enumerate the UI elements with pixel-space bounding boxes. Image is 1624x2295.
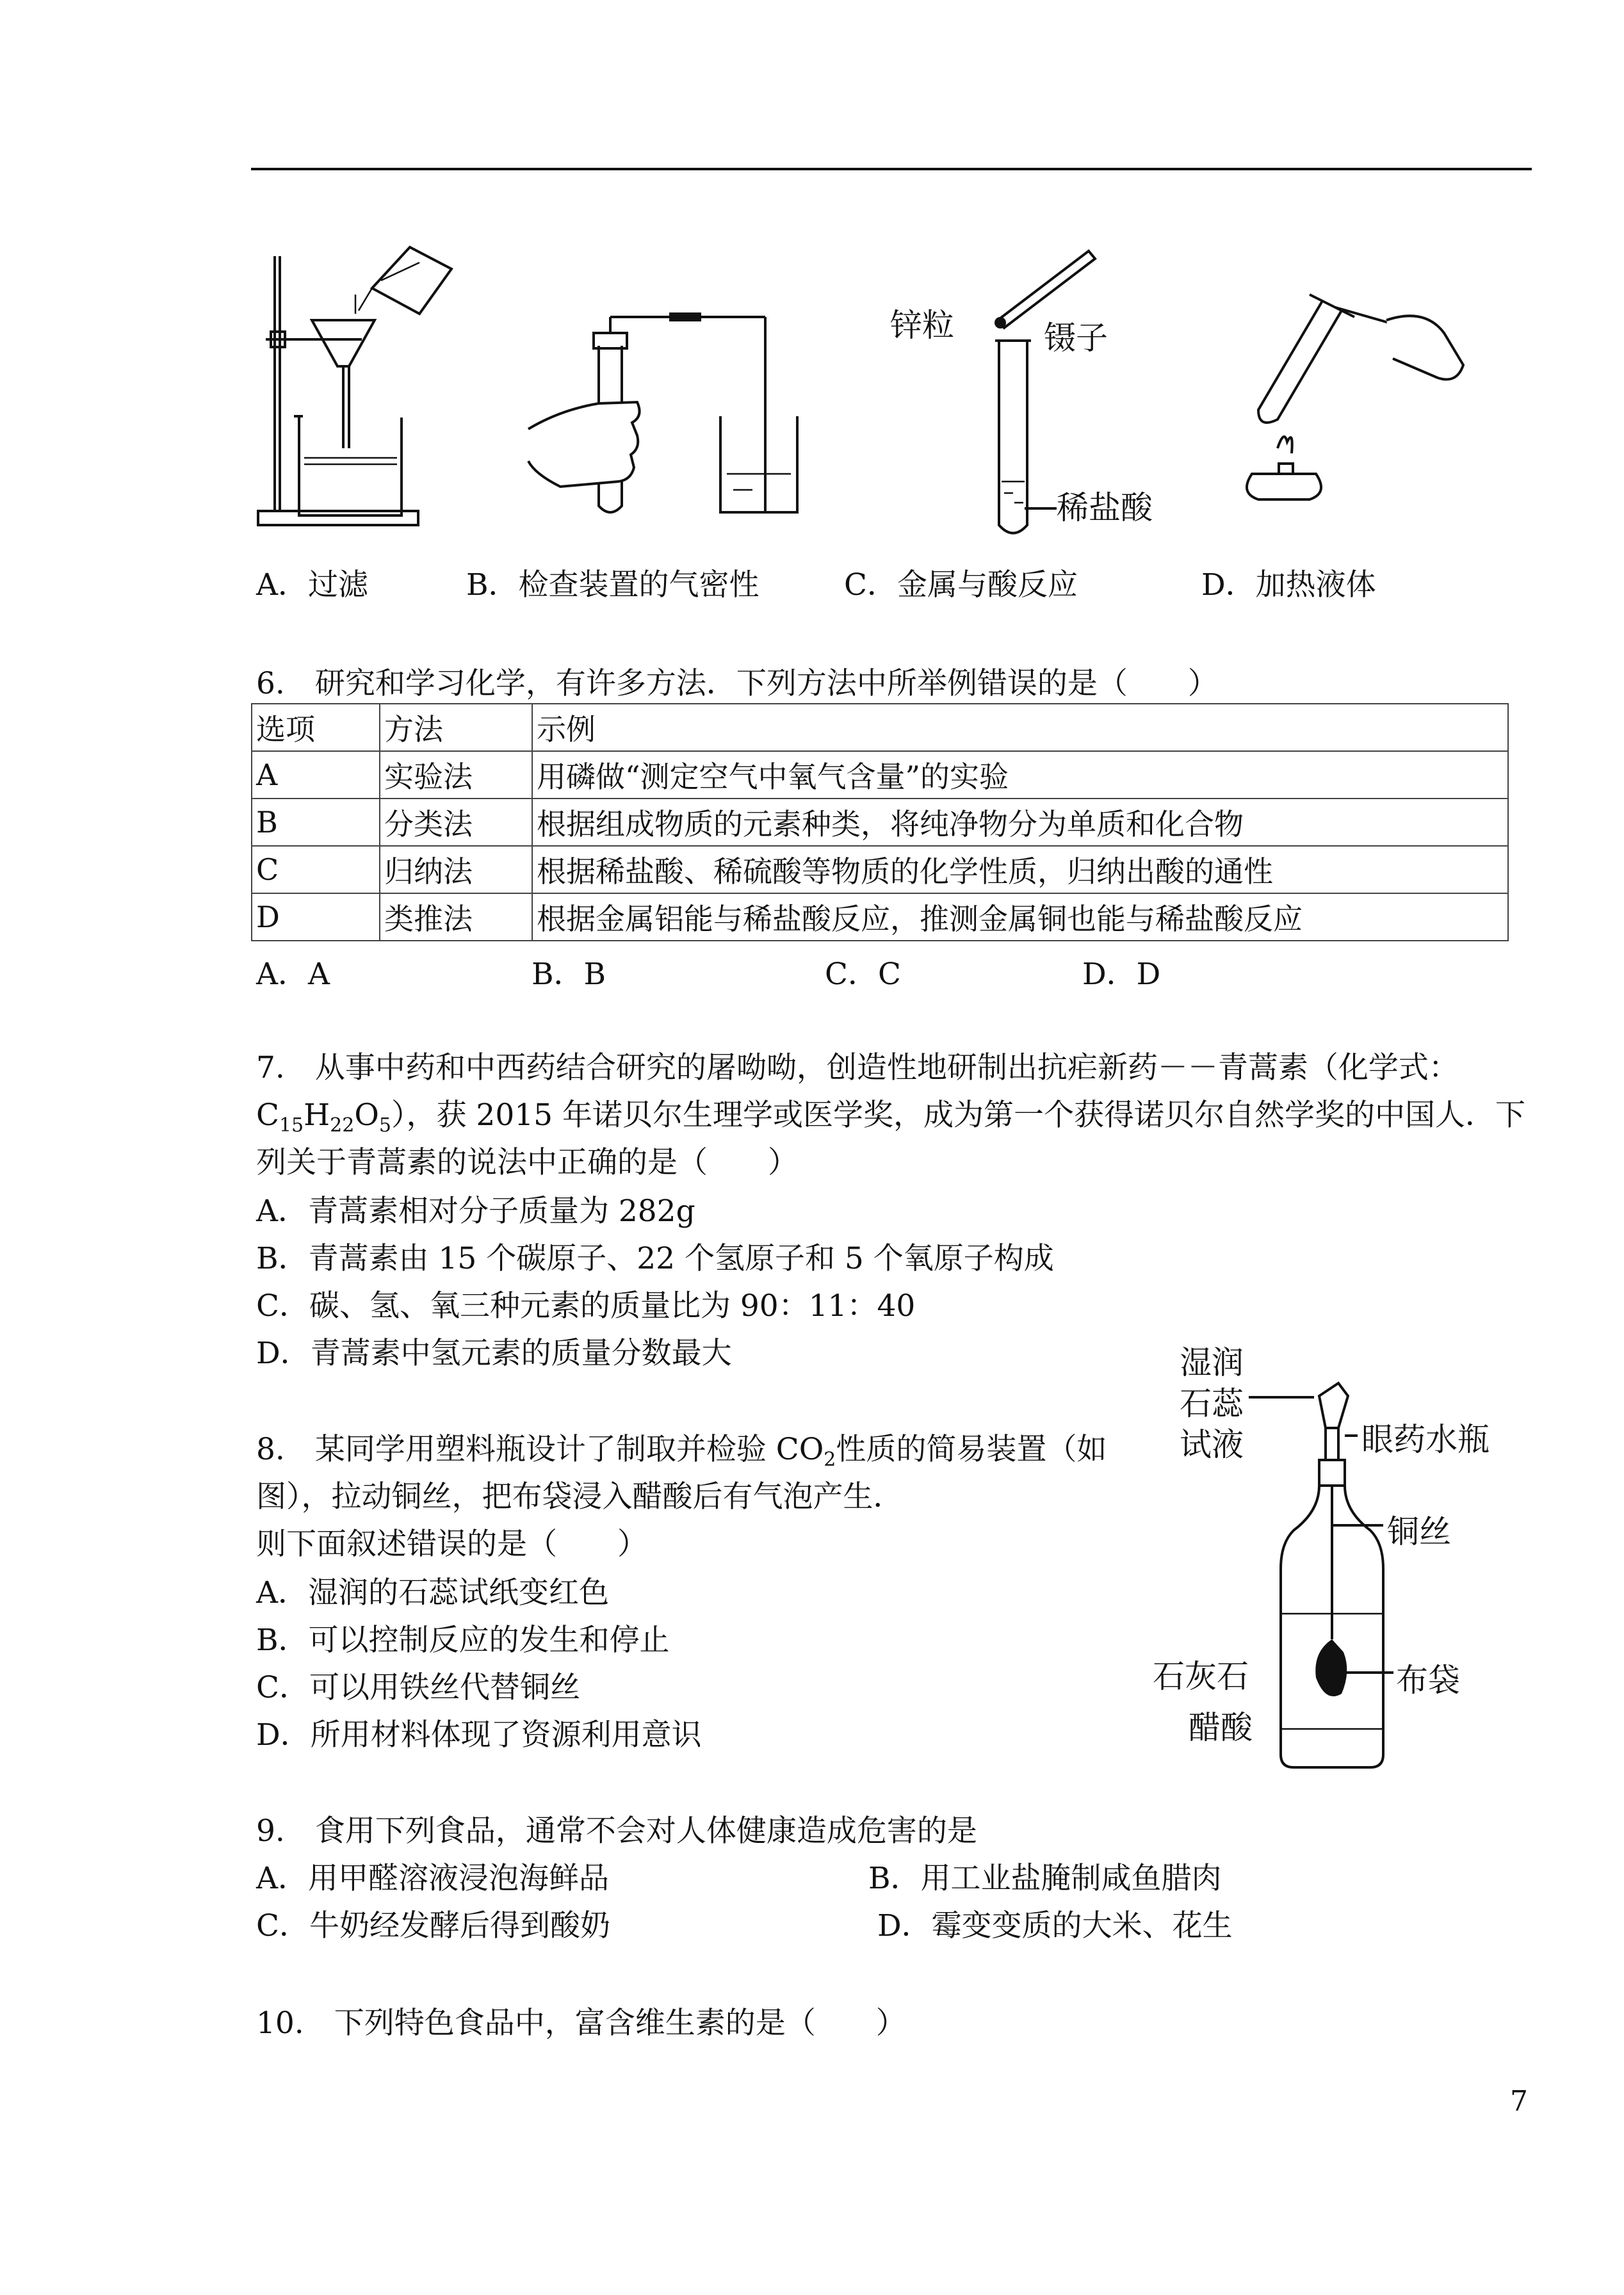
table-cell: 分类法 [380, 799, 532, 846]
q5-option-b: B．检查装置的气密性 [466, 567, 759, 603]
q7-option-c: C．碳、氢、氧三种元素的质量比为 90：11：40 [256, 1288, 916, 1324]
q8-option-d: D．所用材料体现了资源利用意识 [256, 1717, 702, 1753]
zinc-label: 锌粒 [890, 307, 954, 344]
vinegar-label: 醋酸 [1189, 1709, 1253, 1746]
formula-subscript: 5 [378, 1114, 391, 1137]
cloth-bag-label: 布袋 [1396, 1662, 1460, 1699]
table-row [252, 893, 1508, 941]
wet-litmus-label-3: 试液 [1180, 1426, 1244, 1463]
formula-subscript: 22 [330, 1114, 355, 1137]
table-cell: B [252, 799, 380, 846]
heating-liquid-figure [1233, 282, 1476, 525]
table-cell: 实验法 [380, 751, 532, 799]
q6-option-a: A．A [256, 957, 330, 992]
q8-stem-text: 8. 某同学用塑料瓶设计了制取并检验 CO [256, 1432, 824, 1467]
q7-stem-line3: 列关于青蒿素的说法中正确的是（ ） [256, 1145, 798, 1180]
q7-option-a: A．青蒿素相对分子质量为 282g [256, 1194, 695, 1229]
table-cell: D [252, 893, 380, 941]
hcl-pointer-line [1025, 506, 1063, 512]
q7-stem-line2-text: ），获 2015 年诺贝尔生理学或医学奖，成为第一个获得诺贝尔自然学奖的中国人．下 [391, 1098, 1525, 1133]
table-cell: C [252, 846, 380, 893]
q8-stem-line2: 图），拉动铜丝，把布袋浸入醋酸后有气泡产生． [256, 1479, 904, 1514]
q10-stem: 10. 下列特色食品中，富含维生素的是（ ） [256, 2006, 906, 2041]
q7-stem-line2 [256, 1098, 1525, 1137]
table-cell: A [252, 751, 380, 799]
q9-option-c: C．牛奶经发酵后得到酸奶 [256, 1908, 610, 1943]
tweezers-label: 镊子 [1044, 320, 1108, 357]
table-cell: 归纳法 [380, 846, 532, 893]
limestone-label: 石灰石 [1153, 1658, 1249, 1695]
q6-option-b: B．B [532, 957, 606, 992]
q8-stem-line3: 则下面叙述错误的是（ ） [256, 1527, 647, 1562]
airtightness-check-figure [522, 307, 791, 525]
table-header-cell: 示例 [532, 704, 1508, 751]
q7-option-b: B．青蒿素由 15 个碳原子、22 个氢原子和 5 个氧原子构成 [256, 1241, 1054, 1276]
formula-text: O [354, 1098, 379, 1133]
table-cell: 根据组成物质的元素种类，将纯净物分为单质和化合物 [532, 799, 1508, 846]
table-row [252, 799, 1508, 846]
q9-option-b: B．用工业盐腌制咸鱼腊肉 [868, 1861, 1222, 1896]
q8-stem-text: 性质的简易装置（如 [836, 1432, 1107, 1467]
table-cell: 根据稀盐酸、稀硫酸等物质的化学性质，归纳出酸的通性 [532, 846, 1508, 893]
q6-table [251, 703, 1509, 941]
eyedrop-bottle-label: 眼药水瓶 [1361, 1421, 1490, 1458]
q8-pointer-lines [1242, 1428, 1390, 1671]
q8-option-b: B．可以控制反应的发生和停止 [256, 1623, 670, 1658]
wet-litmus-label-1: 湿润 [1180, 1344, 1244, 1381]
table-row [252, 751, 1508, 799]
table-cell: 用磷做“测定空气中氧气含量”的实验 [532, 751, 1508, 799]
q5-option-c: C．金属与酸反应 [844, 567, 1078, 603]
page-number: 7 [1510, 2085, 1528, 2118]
wet-litmus-label-2: 石蕊 [1180, 1385, 1244, 1422]
formula-subscript: 2 [824, 1448, 836, 1471]
q6-stem: 6. 研究和学习化学，有许多方法．下列方法中所举例错误的是（ ） [256, 666, 1218, 701]
q9-option-d: D．霉变变质的大米、花生 [877, 1908, 1233, 1943]
q5-option-d: D．加热液体 [1201, 567, 1376, 603]
formula-text: C [256, 1098, 279, 1133]
table-header-row [252, 704, 1508, 751]
q7-option-d: D．青蒿素中氢元素的质量分数最大 [256, 1336, 732, 1371]
q8-option-c: C．可以用铁丝代替铜丝 [256, 1670, 580, 1705]
table-header-cell: 方法 [380, 704, 532, 751]
q8-stem-line1 [256, 1432, 1107, 1471]
table-row [252, 846, 1508, 893]
formula-subscript: 15 [279, 1114, 304, 1137]
q9-option-a: A．用甲醛溶液浸泡海鲜品 [256, 1861, 609, 1896]
dilute-hcl-label: 稀盐酸 [1057, 489, 1153, 526]
copper-wire-label: 铜丝 [1387, 1513, 1451, 1550]
header-rule [251, 168, 1532, 170]
q6-option-d: D．D [1082, 957, 1161, 992]
filtration-apparatus-figure [253, 243, 445, 531]
q6-option-c: C．C [825, 957, 901, 992]
table-header-cell: 选项 [252, 704, 380, 751]
table-cell: 类推法 [380, 893, 532, 941]
q7-stem-line1: 7. 从事中药和中西药结合研究的屠呦呦，创造性地研制出抗疟新药－－青蒿素（化学式： [256, 1050, 1459, 1085]
formula-text: H [304, 1098, 330, 1133]
q9-stem: 9. 食用下列食品，通常不会对人体健康造成危害的是 [256, 1813, 977, 1849]
q5-option-a: A．过滤 [256, 567, 368, 603]
q8-option-a: A．湿润的石蕊试纸变红色 [256, 1575, 609, 1610]
table-cell: 根据金属铝能与稀盐酸反应，推测金属铜也能与稀盐酸反应 [532, 893, 1508, 941]
